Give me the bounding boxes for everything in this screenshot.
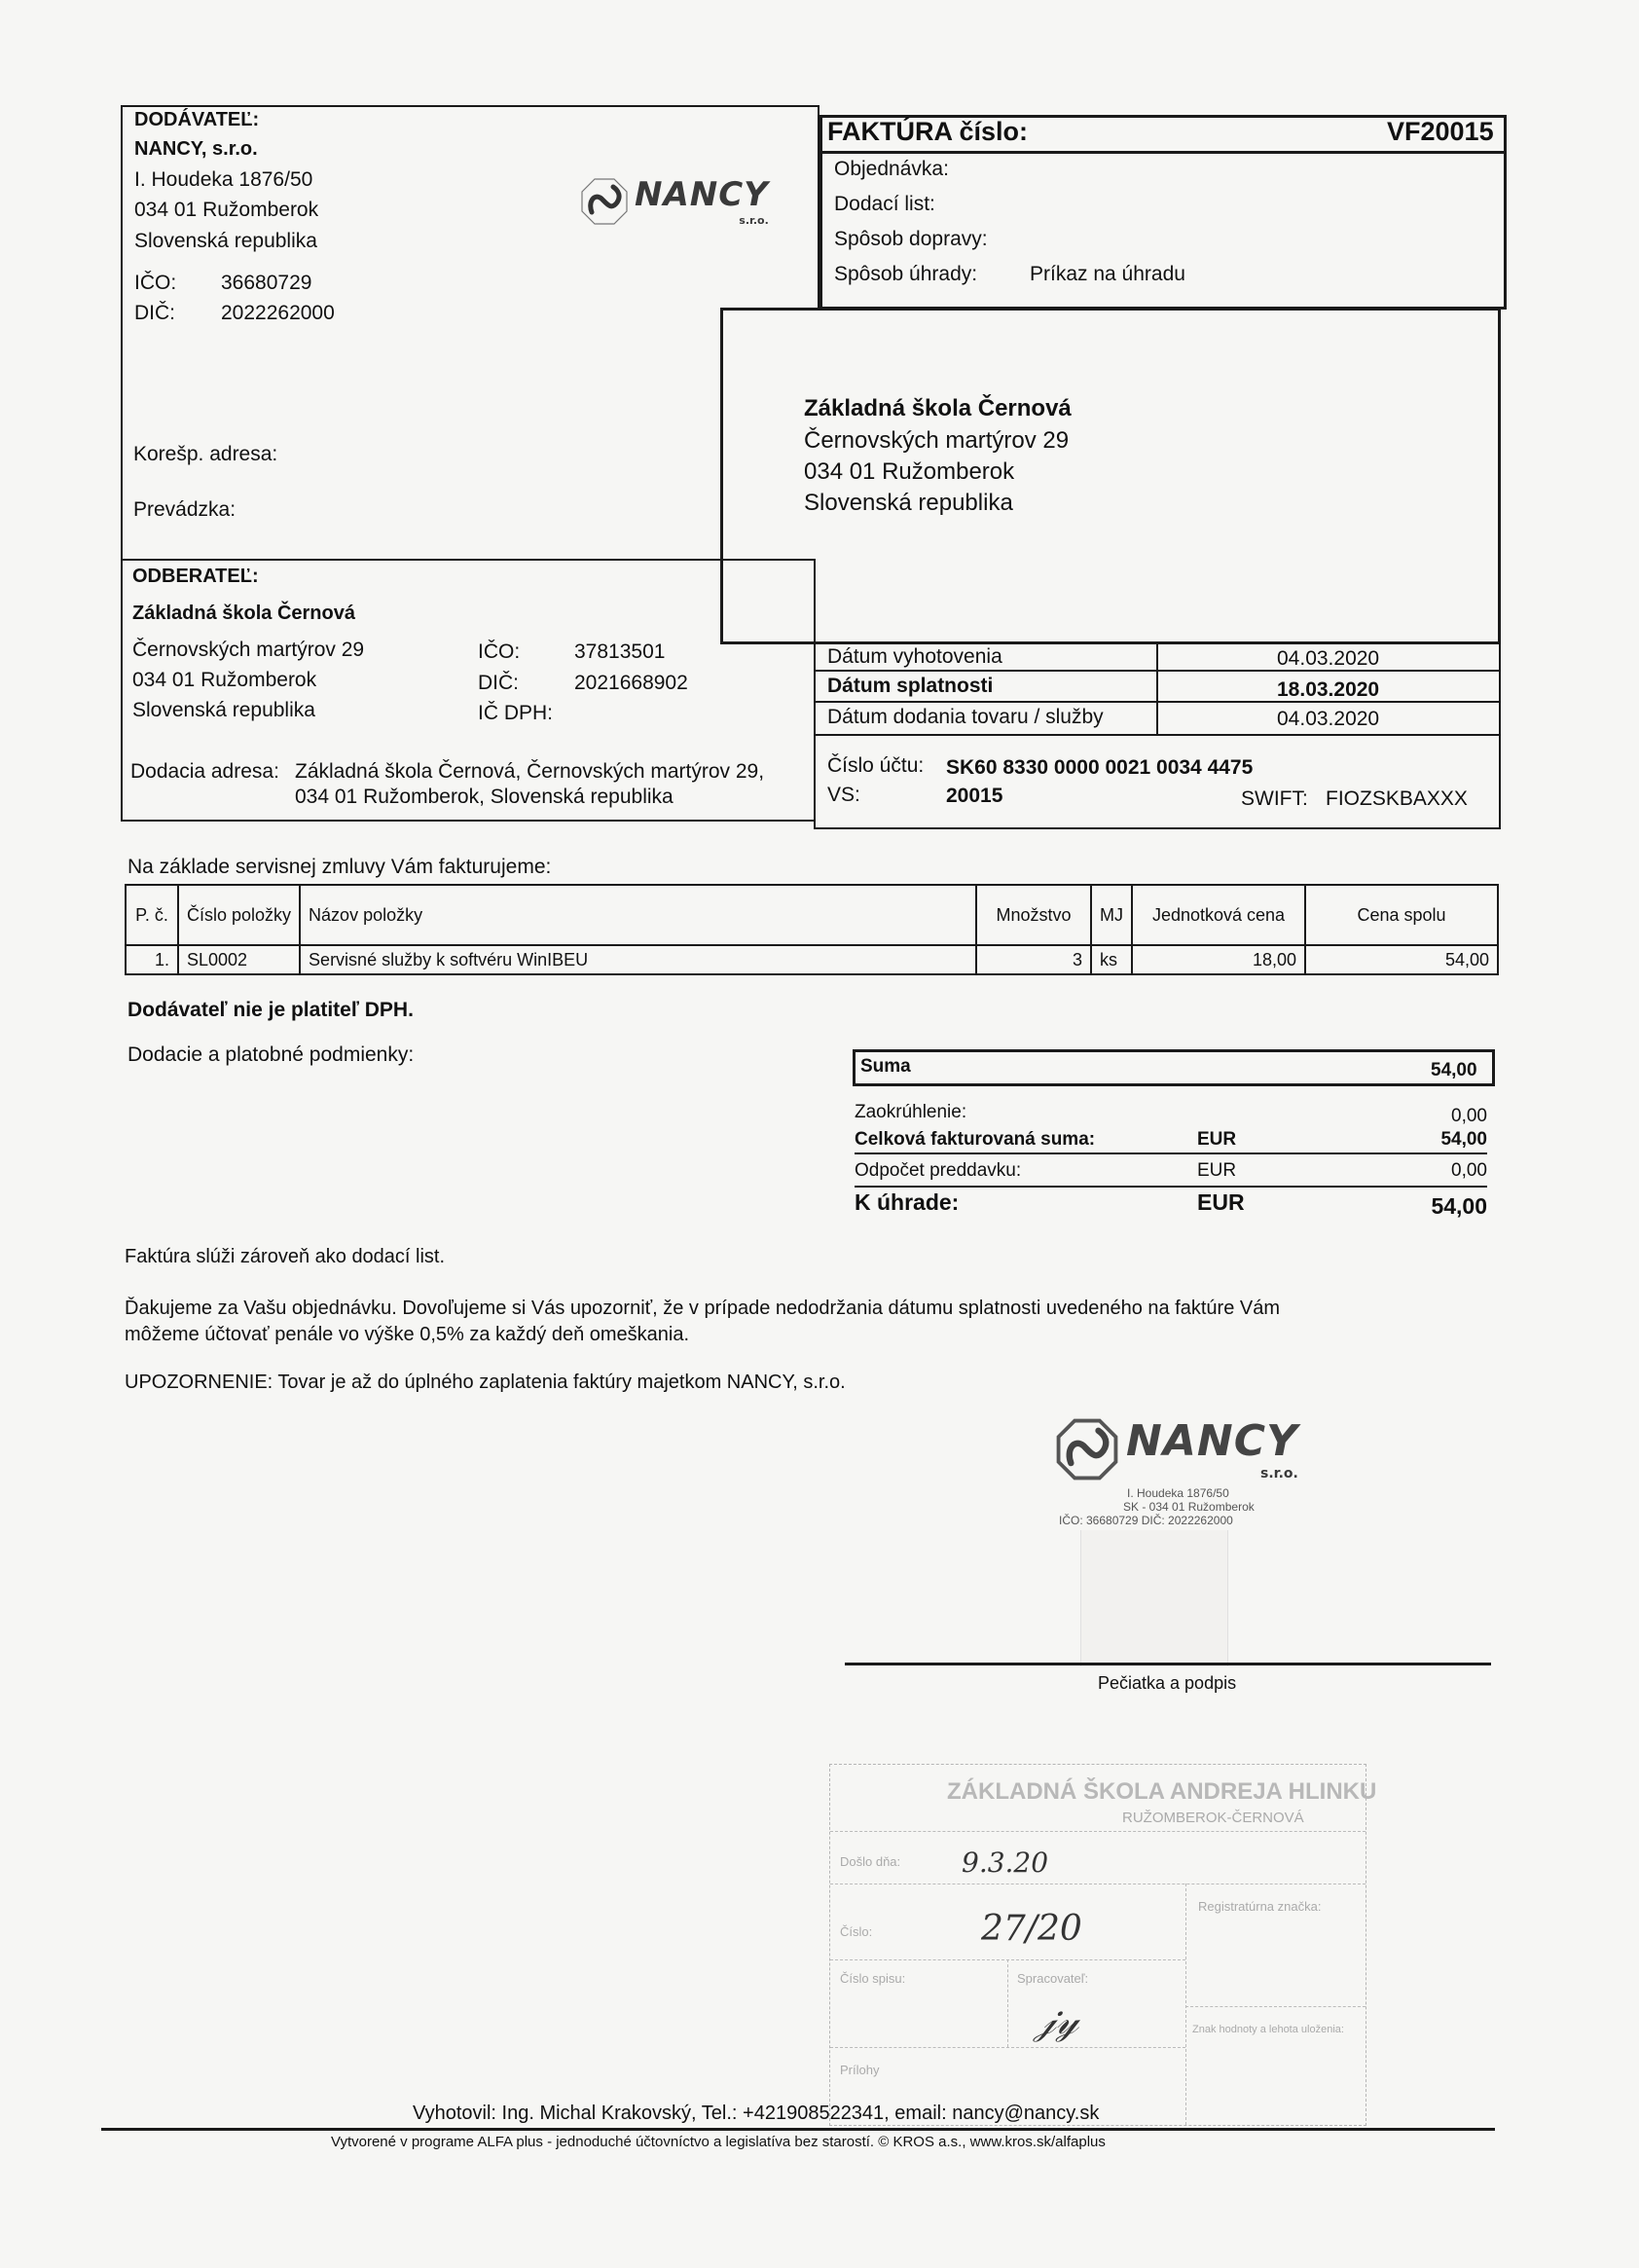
advance-row (855, 1160, 1487, 1182)
swift-label: SWIFT: (1241, 787, 1308, 810)
delivery-address-line1: Základná škola Černová, Černovských martýrov 29, (295, 760, 765, 783)
dates-row-divider (814, 701, 1501, 703)
logo-wordmark: NANCY (635, 175, 769, 214)
registry-number-handwritten: 27/20 (981, 1909, 1082, 1949)
handler-label: Spracovateľ: (1017, 1971, 1089, 1986)
delivery-address-label: Dodacia adresa: (130, 760, 279, 783)
customer-street: Černovských martýrov 29 (132, 639, 365, 661)
items-table (125, 884, 1499, 975)
total-invoiced-row (855, 1129, 1487, 1151)
retention-label: Znak hodnoty a lehota uloženia: (1192, 2024, 1344, 2035)
due-date: 18.03.2020 (1277, 678, 1380, 701)
stamp-divider (830, 1831, 1366, 1832)
thanks-text-line1: Ďakujeme za Vašu objednávku. Dovoľujeme si Vás upozorniť, že v prípade nedodržania dátumu splatnosti uvedeného na faktúre Vám (125, 1298, 1281, 1319)
stamp-address-line1: I. Houdeka 1876/50 (1127, 1486, 1229, 1500)
stamp-wordmark: NANCY (1126, 1416, 1298, 1466)
supplier-street: I. Houdeka 1876/50 (134, 168, 313, 191)
delivery-note-text: Faktúra slúži zároveň ako dodací list. (125, 1246, 446, 1267)
supplier-ico-label: IČO: (134, 272, 177, 294)
vs-value: 20015 (946, 785, 1003, 807)
prevadzka-label: Prevádzka: (133, 498, 237, 521)
col-header-item-code: Číslo položky (178, 885, 300, 945)
amount-due-label: K úhrade: (855, 1189, 960, 1215)
totals-divider (855, 1186, 1487, 1188)
registry-number-label: Číslo: (840, 1924, 873, 1939)
vat-note: Dodávateľ nie je platiteľ DPH. (127, 999, 414, 1021)
registry-mark-label: Registratúrna značka: (1198, 1899, 1322, 1914)
advance-currency: EUR (1197, 1160, 1237, 1181)
koresp-address-label: Korešp. adresa: (133, 443, 278, 465)
footer-line (101, 2128, 1495, 2131)
supplier-heading: DODÁVATEĽ: (134, 109, 260, 130)
due-date-label: Dátum splatnosti (827, 675, 994, 697)
row-total-price: 54,00 (1305, 945, 1498, 974)
row-number: 1. (126, 945, 178, 974)
company-stamp (1056, 1416, 1298, 1482)
stamp-divider (1185, 2006, 1366, 2007)
customer-icdph-label: IČ DPH: (478, 702, 554, 724)
file-number-label: Číslo spisu: (840, 1971, 906, 1986)
amount-due-currency: EUR (1197, 1189, 1245, 1215)
supplier-country: Slovenská republika (134, 230, 317, 252)
vs-label: VS: (827, 784, 860, 806)
dodaci-list-label: Dodací list: (834, 193, 935, 215)
supplier-ico: 36680729 (221, 272, 312, 294)
account-label: Číslo účtu: (827, 754, 925, 777)
stamp-address-line3: IČO: 36680729 DIČ: 2022262000 (1059, 1514, 1233, 1527)
stamp-divider (830, 2047, 1185, 2048)
advance-label: Odpočet preddavku: (855, 1160, 1022, 1181)
sposob-uhrady-label: Spôsob úhrady: (834, 263, 978, 285)
ownership-warning: UPOZORNENIE: Tovar je až do úplného zaplatenia faktúry majetkom NANCY, s.r.o. (125, 1372, 846, 1393)
supplier-dic: 2022262000 (221, 302, 335, 324)
received-stamp-title: ZÁKLADNÁ ŠKOLA ANDREJA HLINKU (947, 1778, 1377, 1805)
col-header-unit: MJ (1091, 885, 1132, 945)
sposob-uhrady-value: Príkaz na úhradu (1030, 263, 1185, 285)
customer-city: 034 01 Ružomberok (132, 669, 317, 691)
row-unit-price: 18,00 (1132, 945, 1305, 974)
dates-row-divider (814, 670, 1501, 672)
table-row (126, 945, 1498, 974)
recipient-street: Černovských martýrov 29 (804, 427, 1070, 454)
customer-ico: 37813501 (574, 640, 666, 663)
attachments-label: Prílohy (840, 2063, 880, 2077)
customer-ico-label: IČO: (478, 640, 521, 663)
issued-date: 04.03.2020 (1277, 647, 1380, 670)
logo-sro: s.r.o. (739, 214, 769, 227)
dates-row-divider (814, 734, 1501, 736)
row-quantity: 3 (976, 945, 1091, 974)
advance-value: 0,00 (1451, 1160, 1487, 1181)
customer-heading: ODBERATEĽ: (132, 566, 259, 587)
customer-dic-label: DIČ: (478, 672, 519, 694)
suma-value: 54,00 (1431, 1060, 1477, 1080)
items-intro: Na základe servisnej zmluvy Vám fakturujeme: (127, 856, 552, 878)
software-credit: Vytvorené v programe ALFA plus - jednoduché účtovníctvo a legislatíva bez starostí. © KROS a.s., www.kros.sk/alfaplus (331, 2134, 1106, 2150)
row-item-code: SL0002 (178, 945, 300, 974)
stamp-address-line2: SK - 034 01 Ružomberok (1123, 1500, 1255, 1514)
swift-value: FIOZSKBAXXX (1326, 787, 1468, 810)
nancy-octagon-logo-icon (580, 177, 629, 226)
row-item-name: Servisné služby k softvéru WinIBEU (300, 945, 976, 974)
total-invoiced-label: Celková fakturovaná suma: (855, 1129, 1096, 1150)
company-logo (580, 175, 769, 227)
totals-divider (855, 1152, 1487, 1154)
col-header-number: P. č. (126, 885, 178, 945)
supplier-dic-label: DIČ: (134, 302, 175, 324)
stamp-sro: s.r.o. (1260, 1466, 1298, 1482)
nancy-octagon-stamp-icon (1056, 1418, 1118, 1481)
col-header-item-name: Názov položky (300, 885, 976, 945)
col-header-quantity: Množstvo (976, 885, 1091, 945)
received-date-label: Došlo dňa: (840, 1854, 901, 1869)
dates-col-divider (1156, 642, 1158, 736)
col-header-total-price: Cena spolu (1305, 885, 1498, 945)
account-number: SK60 8330 0000 0021 0034 4475 (946, 756, 1254, 779)
stamp-col-divider (1007, 1959, 1008, 2047)
supplier-city: 034 01 Ružomberok (134, 199, 319, 221)
amount-due-row (855, 1189, 1487, 1220)
received-date-handwritten: 9.3.20 (962, 1847, 1049, 1879)
row-unit: ks (1091, 945, 1132, 974)
recipient-country: Slovenská republika (804, 490, 1013, 516)
rounding-row (855, 1102, 1487, 1127)
delivery-date: 04.03.2020 (1277, 708, 1380, 730)
supplier-name: NANCY, s.r.o. (134, 138, 258, 160)
col-header-unit-price: Jednotková cena (1132, 885, 1305, 945)
customer-country: Slovenská republika (132, 699, 315, 721)
tape-strip (1080, 1530, 1228, 1666)
issued-date-label: Dátum vyhotovenia (827, 645, 1002, 668)
handler-signature: 𝒿𝓎 (1035, 1998, 1079, 2043)
terms-label: Dodacie a platobné podmienky: (127, 1043, 415, 1066)
signature-label: Pečiatka a podpis (1098, 1673, 1237, 1693)
objednavka-label: Objednávka: (834, 158, 949, 180)
rounding-label: Zaokrúhlenie: (855, 1102, 967, 1122)
prepared-by: Vyhotovil: Ing. Michal Krakovský, Tel.: +421908522341, email: nancy@nancy.sk (413, 2103, 1100, 2124)
invoice-title-label: FAKTÚRA číslo: (827, 117, 1029, 146)
suma-label: Suma (860, 1056, 911, 1077)
total-invoiced-value: 54,00 (1440, 1129, 1487, 1150)
suma-box (853, 1049, 1495, 1086)
recipient-city: 034 01 Ružomberok (804, 458, 1015, 485)
stamp-col-divider (1185, 1884, 1186, 2125)
sposob-dopravy-label: Spôsob dopravy: (834, 228, 988, 250)
received-stamp (829, 1764, 1377, 2126)
delivery-address-line2: 034 01 Ružomberok, Slovenská republika (295, 786, 674, 808)
invoice-number: VF20015 (1387, 117, 1494, 146)
customer-name: Základná škola Černová (132, 603, 355, 624)
amount-due-value: 54,00 (1431, 1193, 1487, 1219)
recipient-name: Základná škola Černová (804, 395, 1072, 421)
received-stamp-subtitle: RUŽOMBEROK-ČERNOVÁ (1122, 1810, 1304, 1826)
invoice-title-divider (820, 151, 1507, 154)
signature-line (845, 1663, 1491, 1665)
total-invoiced-currency: EUR (1197, 1129, 1237, 1150)
delivery-date-label: Dátum dodania tovaru / služby (827, 706, 1104, 728)
thanks-text-line2: môžeme účtovať penále vo výške 0,5% za každý deň omeškania. (125, 1324, 690, 1345)
rounding-value: 0,00 (1451, 1106, 1487, 1126)
customer-dic: 2021668902 (574, 672, 688, 694)
items-header-row (126, 885, 1498, 945)
